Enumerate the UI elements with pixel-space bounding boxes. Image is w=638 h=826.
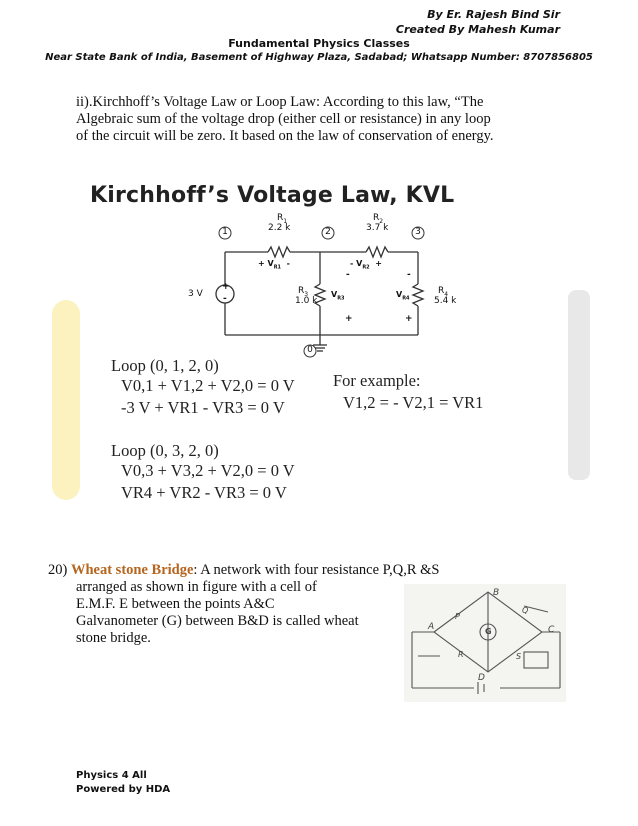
sketch-label-r: R bbox=[458, 650, 464, 659]
sketch-label-p: P bbox=[455, 612, 460, 621]
kvl-line-1: ii).Kirchhoff’s Voltage Law or Loop Law: According to this law, “The bbox=[76, 94, 484, 110]
r4-label: $R_4$ bbox=[438, 286, 449, 298]
source-value: 3 V bbox=[188, 289, 203, 299]
node-3-label: 3 bbox=[415, 227, 421, 237]
loop1-eq2: -3 V + VR1 - VR3 = 0 V bbox=[121, 398, 285, 417]
r1-label: $R_1$ bbox=[277, 213, 288, 225]
loop2-eq1: V0,3 + V3,2 + V2,0 = 0 V bbox=[121, 461, 295, 480]
wheatstone-line-5: stone bridge. bbox=[76, 630, 151, 646]
wheatstone-line-3: E.M.F. E between the points A&C bbox=[76, 596, 275, 612]
wheatstone-sketch bbox=[404, 584, 566, 702]
example-eq: V1,2 = - V2,1 = VR1 bbox=[343, 393, 484, 412]
watermark-right bbox=[568, 290, 590, 480]
vr4-minus: - bbox=[407, 270, 411, 280]
node-1-label: 1 bbox=[222, 227, 228, 237]
r4-value: 5.4 k bbox=[434, 296, 457, 306]
wheatstone-body bbox=[76, 579, 416, 647]
author-line: By Er. Rajesh Bind Sir bbox=[427, 8, 560, 21]
vr2-label: - $V_{R2}$ + bbox=[350, 259, 382, 271]
sketch-label-s: S bbox=[516, 652, 522, 661]
source-minus: - bbox=[223, 294, 227, 304]
sketch-label-b: B bbox=[493, 588, 500, 598]
vr3-plus: + bbox=[345, 314, 353, 324]
kvl-circuit-diagram bbox=[170, 210, 470, 360]
vr3-label: $V_{R3}$ bbox=[331, 290, 345, 302]
sketch-label-g: G bbox=[485, 627, 492, 636]
r1-value: 2.2 k bbox=[268, 223, 291, 233]
footer-powered-by: Powered by HDA bbox=[76, 784, 171, 795]
r3-value: 1.0 k bbox=[295, 296, 318, 306]
wheatstone-number: 20) bbox=[48, 562, 68, 578]
r2-label: $R_2$ bbox=[373, 213, 384, 225]
loop2-eq2: VR4 + VR2 - VR3 = 0 V bbox=[121, 483, 287, 502]
institute-name: Fundamental Physics Classes bbox=[228, 37, 410, 50]
sketch-label-a: A bbox=[428, 622, 435, 632]
loop2-title: Loop (0, 3, 2, 0) bbox=[111, 441, 219, 460]
kvl-line-2: Algebraic sum of the voltage drop (either cell or resistance) in any loop bbox=[76, 111, 491, 127]
vr3-minus: - bbox=[346, 270, 350, 280]
r2-value: 3.7 k bbox=[366, 223, 389, 233]
wheatstone-line-4: Galvanometer (G) between B&D is called wheat bbox=[76, 613, 359, 629]
vr1-label: + $V_{R1}$ - bbox=[258, 259, 290, 271]
creator-line: Created By Mahesh Kumar bbox=[395, 23, 560, 36]
footer-brand: Physics 4 All bbox=[76, 770, 147, 781]
wheatstone-line-1: : A network with four resistance P,Q,R &S bbox=[193, 562, 440, 578]
loop1-eq1: V0,1 + V1,2 + V2,0 = 0 V bbox=[121, 376, 295, 395]
wheatstone-first-line bbox=[48, 562, 568, 579]
vr4-plus: + bbox=[405, 314, 413, 324]
sketch-label-q: Q bbox=[522, 606, 529, 615]
r3-label: $R_3$ bbox=[298, 286, 309, 298]
source-plus: + bbox=[222, 282, 230, 292]
kvl-paragraph bbox=[76, 94, 596, 145]
loop1-title: Loop (0, 1, 2, 0) bbox=[111, 356, 219, 375]
node-0-label: 0 bbox=[307, 345, 313, 355]
wheatstone-line-2: arranged as shown in figure with a cell of bbox=[76, 579, 317, 595]
watermark-left bbox=[52, 300, 80, 500]
wheatstone-term: Wheat stone Bridge bbox=[70, 562, 194, 578]
sketch-label-c: C bbox=[548, 625, 555, 635]
example-title: For example: bbox=[333, 371, 421, 390]
kvl-line-3: of the circuit will be zero. It based on the law of conservation of energy. bbox=[76, 128, 494, 144]
sketch-label-d: D bbox=[478, 673, 485, 683]
vr4-label: $V_{R4}$ bbox=[396, 290, 410, 302]
kvl-figure-title: Kirchhoff’s Voltage Law, KVL bbox=[90, 183, 455, 208]
node-2-label: 2 bbox=[325, 227, 331, 237]
institute-address: Near State Bank of India, Basement of Highway Plaza, Sadabad; Whatsapp Number: 8707856805 bbox=[45, 52, 593, 63]
